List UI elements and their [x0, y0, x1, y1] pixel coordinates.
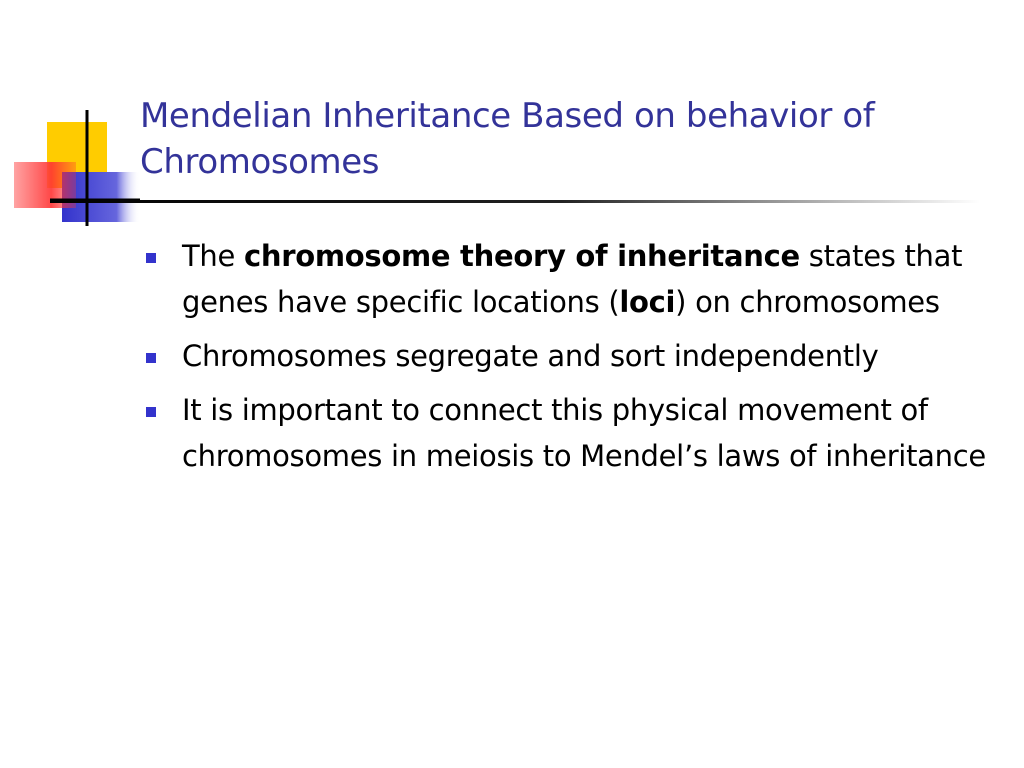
square-bullet-icon: [146, 353, 156, 363]
bullet-text-segment: s laws of inheritance: [692, 439, 986, 473]
slide-logo-icon: [0, 0, 140, 240]
bullet-text-segment: The: [182, 239, 244, 273]
bullet-text-segment: states that genes have specific locations (: [182, 239, 963, 319]
slide-title-line-1: Mendelian Inheritance Based on behavior of: [140, 96, 875, 136]
title-underline: [50, 200, 980, 203]
square-bullet-icon: [146, 407, 156, 417]
bullet-item-chromosome-theory: [140, 233, 1000, 325]
bullet-item-connect-meiosis: [140, 387, 1000, 479]
bullet-text-bold-term: chromosome theory of inheritance: [243, 239, 800, 273]
bullet-text-bold-term: loci: [619, 285, 676, 319]
bullet-text-segment: ) on chromosomes: [675, 285, 940, 319]
bullet-text-segment: It is important to connect this physical movement of chromosomes in meiosis to Mendel: [182, 393, 928, 473]
bullet-text-apostrophe: ’: [683, 439, 693, 473]
slide-title: [140, 93, 1000, 185]
bullet-list: [140, 233, 1000, 487]
slide-title-line-2: Chromosomes: [140, 142, 380, 182]
bullet-text-segment: Chromosomes segregate and sort independently: [182, 339, 879, 373]
bullet-item-segregate: [140, 333, 1000, 379]
square-bullet-icon: [146, 253, 156, 263]
